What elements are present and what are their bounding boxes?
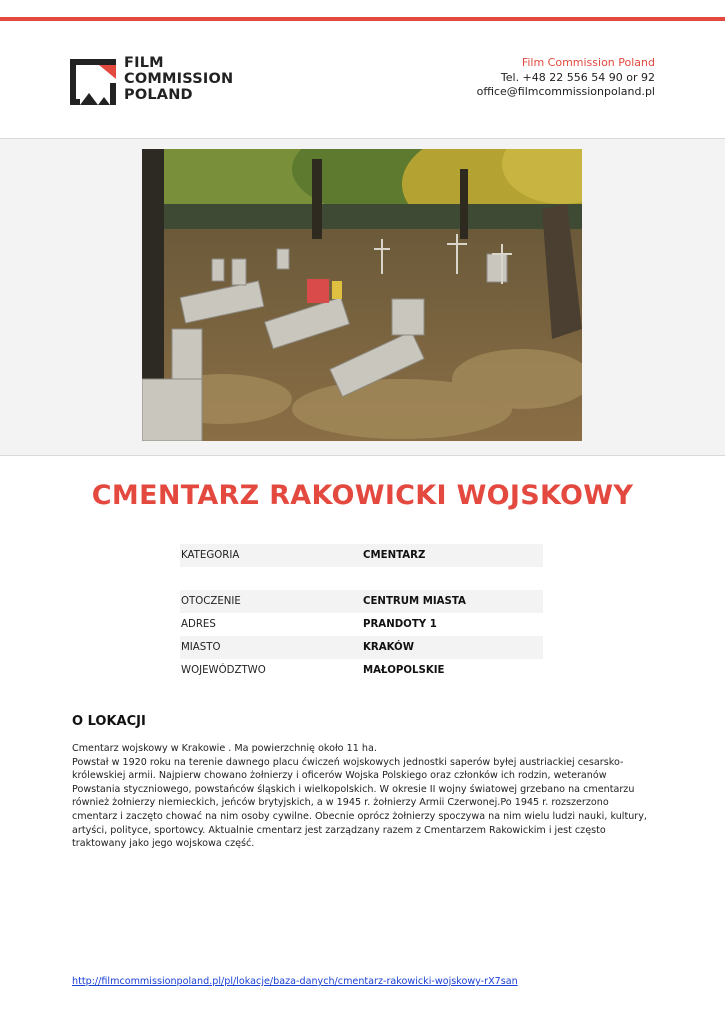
logo-mark-icon <box>69 57 119 107</box>
source-url-link[interactable]: http://filmcommissionpoland.pl/pl/lokacje/baza-danych/cmentarz-rakowicki-wojskowy-rX7san <box>72 976 518 987</box>
contact-email[interactable]: office@filmcommissionpoland.pl <box>476 85 655 98</box>
properties-table <box>180 544 543 682</box>
property-row-otoczenie <box>180 590 543 613</box>
logo-line-1: FILM <box>124 55 164 71</box>
property-label: WOJEWÓDZTWO <box>181 665 266 676</box>
logo-line-3: POLAND <box>124 87 193 103</box>
property-row-adres <box>180 613 543 636</box>
properties-spacer <box>180 567 543 590</box>
about-paragraph: Powstał w 1920 roku na terenie dawnego placu ćwiczeń wojskowych jednostki saperów byłej austriackiej cesarsko-królewskiej armii. Najpierw chowano żołnierzy i oficerów Wojska Polskiego oraz członków ich rodzin, weteranów Powstania styczniowego, powstańców śląskich i wielkopolskich. W okresie II wojny światowej grzebano na cmentarzu również żołnierzy niemieckich, jeńców brytyjskich, a w 1945 r. żołnierzy Armii Czerwonej.Po 1945 r. rozszerzono cmentarz i zaczęto chować na nim osoby cywilne. Obecnie oprócz żołnierzy spoczywa na nim wielu ludzi nauki, kultury, artyści, polityce, sportowcy. Aktualnie cmentarz jest zarządzany razem z Cmentarzem Rakowickim i jest często traktowany jako jego wojskowa część. <box>72 756 647 850</box>
property-row-kategoria <box>180 544 543 567</box>
contact-block <box>477 56 655 100</box>
property-value: MAŁOPOLSKIE <box>363 665 445 676</box>
cemetery-photo-image <box>142 149 582 441</box>
property-row-miasto <box>180 636 543 659</box>
location-photo <box>142 149 582 441</box>
property-label: KATEGORIA <box>181 550 240 561</box>
property-label: ADRES <box>181 619 216 630</box>
property-value: PRANDOTY 1 <box>363 619 437 630</box>
film-commission-poland-logo[interactable] <box>69 55 239 107</box>
logo-line-2: COMMISSION <box>124 71 234 87</box>
property-value: CENTRUM MIASTA <box>363 596 466 607</box>
top-accent-bar <box>0 17 725 21</box>
about-paragraph: Cmentarz wojskowy w Krakowie . Ma powierzchnię około 11 ha. <box>72 743 377 754</box>
logo-wordmark <box>124 55 233 103</box>
about-heading: O LOKACJI <box>72 714 146 729</box>
photo-band <box>0 138 725 456</box>
contact-org: Film Commission Poland <box>521 56 655 69</box>
page-title: CMENTARZ RAKOWICKI WOJSKOWY <box>91 480 634 511</box>
property-label: MIASTO <box>181 642 221 653</box>
property-value: KRAKÓW <box>363 642 414 653</box>
about-description <box>72 742 656 851</box>
property-value: CMENTARZ <box>363 550 426 561</box>
property-row-wojewodztwo <box>180 659 543 682</box>
property-label: OTOCZENIE <box>181 596 241 607</box>
contact-phone: Tel. +48 22 556 54 90 or 92 <box>500 70 655 84</box>
